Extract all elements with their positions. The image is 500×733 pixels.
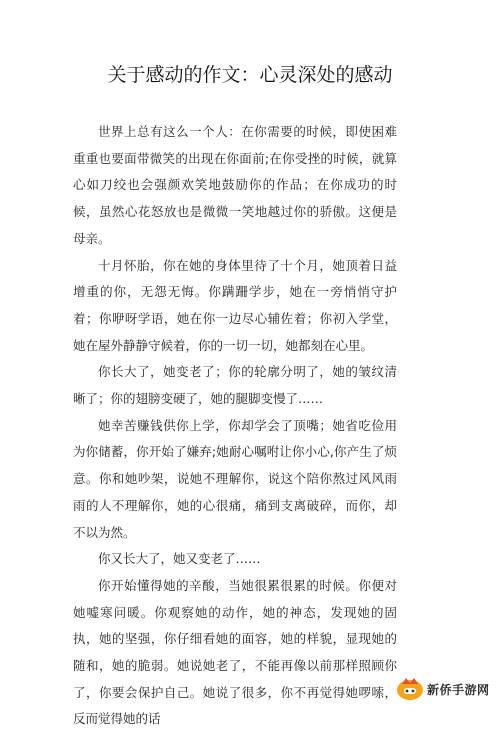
watermark-text: 新侨手游网 [427, 682, 490, 697]
article-body [73, 119, 397, 733]
article-paragraph: 你长大了，她变老了；你的轮廓分明了，她的皱纹清晰了；你的翅膀变硬了，她的腿脚变慢了…… [73, 364, 397, 407]
game-controller-badge-icon [396, 676, 424, 702]
article-paragraph: 你又长大了，她又变老了…… [98, 551, 261, 567]
article-paragraph: 她幸苦赚钱供你上学，你却学会了顶嘴；她省吃俭用为你储蓄，你开始了嫌弃;她耐心嘱咐让你小心,你产生了烦意。你和她吵架，说她不理解你，说这个陪你熬过风风雨雨的人不理解你，她的心很痛，痛到支离破碎，而你，却不以为然。 [73, 417, 397, 540]
article-paragraph: 十月怀胎，你在她的身体里待了十个月，她顶着日益增重的你，无怨无悔。你蹒跚学步，她在一旁悄悄守护着；你咿呀学语，她在你一边尽心辅佐着；你初入学堂，她在屋外静静守候着，你的一切一切，她都刻在心里。 [73, 257, 397, 353]
article-paragraph: 世界上总有这么一个人：在你需要的时候，即使困难重重也要面带微笑的出现在你面前;在你受挫的时候，就算心如刀绞也会强颜欢笑地鼓励你的作品；在你成功的时候，虽然心花怒放也是微微一笑地越过你的骄傲。这便是母亲。 [73, 124, 397, 246]
site-watermark [396, 676, 494, 702]
article-paragraph: 你开始懂得她的辛酸，当她很累很累的时候。你便对她嘘寒问暖。你观察她的动作，她的神态，发现她的固执，她的坚强，你仔细看她的面容，她的样貌，显现她的随和，她的脆弱。她说她老了，不能再像以前那样照顾你了，你要会保护自己。她说了很多，你不再觉得她啰嗦，反而觉得她的话 [73, 577, 397, 727]
page-title: 关于感动的作文：心灵深处的感动 [107, 64, 393, 86]
